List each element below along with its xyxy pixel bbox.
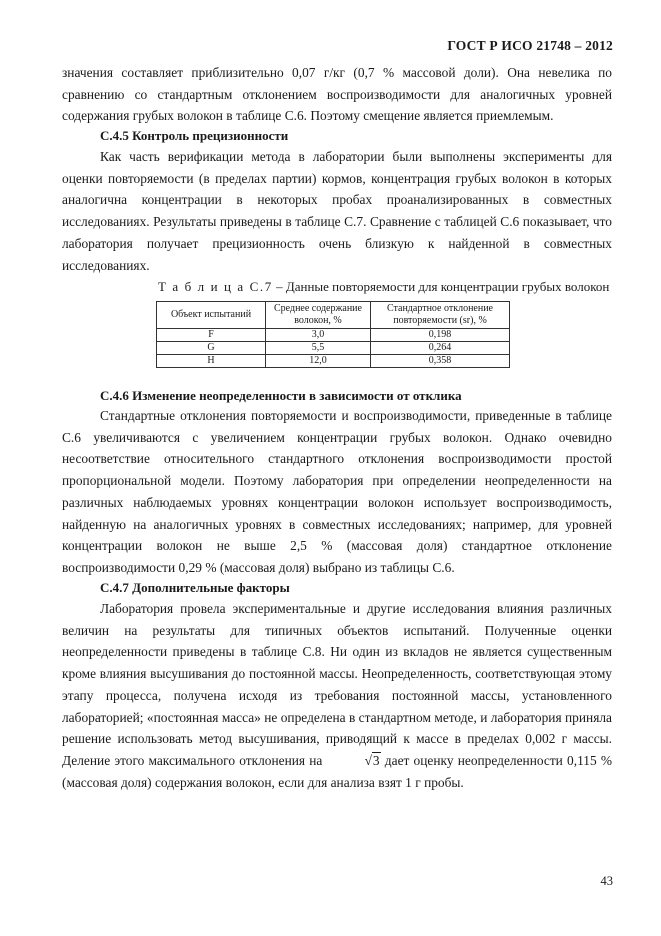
table-cell: 3,0: [266, 329, 371, 342]
table-cell: 0,198: [371, 329, 510, 342]
page-number: 43: [600, 874, 613, 888]
table-header-cell: Объект испытаний: [157, 302, 266, 329]
section-title-c45: С.4.5 Контроль прецизионности: [100, 128, 289, 143]
table-caption-text: – Данные повторяемости для концентрации грубых волокон: [272, 279, 610, 294]
table-cell: 12,0: [266, 355, 371, 368]
table-cell: 0,358: [371, 355, 510, 368]
paragraph-text: Лаборатория провела экспериментальные и другие исследования влияния различных величин на результаты для типичных объектов испытаний. Полученные оценки неопределенности приведены в таблице С.8. Ни один из вкладов не является существенным кроме влияния высушивания до постоянной массы. Неопределенность, соответствующая этому этапу процесса, получена исходя из требования постоянной массы, установленного лабораторией; «постоянная масса» не определена в стандартном методе, и лаборатория приняла решение использовать метод высушивания, приводящий к массе в пределах 0,002 г массы. Деление этого максимального отклонения на: [62, 601, 612, 768]
table-cell: F: [157, 329, 266, 342]
table-cell: H: [157, 355, 266, 368]
repeatability-table: [156, 301, 510, 368]
table-row: [157, 329, 510, 342]
section-title-c46: С.4.6 Изменение неопределенности в зависимости от отклика: [100, 388, 462, 403]
paragraph-bias: значения составляет приблизительно 0,07 г/кг (0,7 % массовой доли). Она невелика по сравнению со стандартным отклонением воспроизводимости для аналогичных уровней содержания грубых волокон в таблице С.6. Поэтому смещение является приемлемым.: [62, 65, 612, 124]
paragraph-text: дает оценку неопределенности 0,115 % (массовая доля) содержания волокон, если для анализа взят 1 г пробы.: [62, 752, 613, 790]
table-header-row: [157, 302, 510, 329]
paragraph-precision-control: Как часть верификации метода в лаборатории были выполнены эксперименты для оценки повторяемости (в пределах партии) кормов, концентрация грубых волокон в которых аналогична концентрации в некоторых пробах проанализированных в совместных исследованиях. Результаты приведены в таблице С.7. Сравнение с таблицей С.6 показывает, что лаборатория получает прецизионность очень близкую к найденной в совместных исследованиях.: [62, 149, 612, 273]
table-header-cell: Стандартное отклонение повторяемости (sr), %: [371, 302, 510, 329]
document-header: ГОСТ Р ИСО 21748 – 2012: [447, 38, 613, 53]
square-root-symbol: √3: [364, 752, 380, 768]
table-row: [157, 342, 510, 355]
section-title-c47: С.4.7 Дополнительные факторы: [100, 580, 290, 595]
paragraph-additional-factors: [62, 598, 612, 793]
table-cell: 0,264: [371, 342, 510, 355]
table-cell: G: [157, 342, 266, 355]
sqrt-radicand: 3: [372, 752, 380, 768]
table-row: [157, 355, 510, 368]
table-caption: [158, 279, 609, 295]
table-header-cell: Среднее содержание волокон, %: [266, 302, 371, 329]
paragraph-uncertainty-response: Стандартные отклонения повторяемости и воспроизводимости, приведенные в таблице С.6 увеличиваются с увеличением концентрации грубых волокон. Однако очевидно несоответствие относительного стандартного отклонения воспроизводимости простой пропорциональной модели. Поэтому лаборатория при определении неопределенности на различных наблюдаемых уровнях концентрации волокон использует воспроизводимость, найденную на аналогичных уровнях в совместных исследованиях; например, для уровней концентрации волокон не выше 2,5 % (массовая доля) стандартное отклонение воспроизводимости 0,29 % (массовая доля) выбрано из таблицы С.6.: [62, 408, 612, 575]
table-caption-label: Т а б л и ц а С.7: [158, 279, 273, 294]
table-cell: 5,5: [266, 342, 371, 355]
